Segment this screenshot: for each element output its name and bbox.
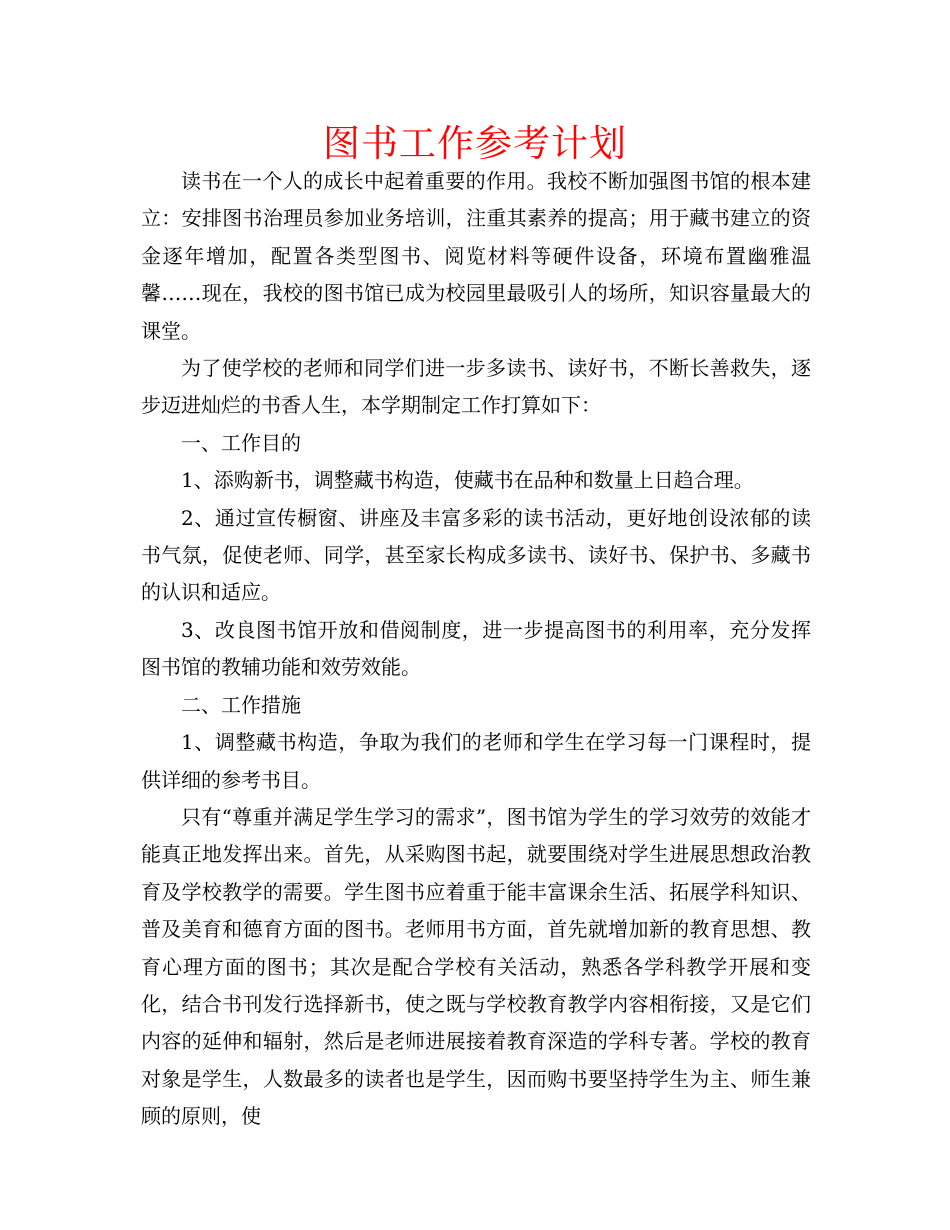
section-heading: 一、工作目的 xyxy=(181,430,301,455)
paragraph: 1、调整藏书构造，争取为我们的老师和学生在学习每一门课程时，提供详细的参考书目。 xyxy=(141,730,811,792)
paragraph: 读书在一个人的成长中起着重要的作用。我校不断加强图书馆的根本建立：安排图书治理员参加业务培训，注重其素养的提高；用于藏书建立的资金逐年增加，配置各类型图书、阅览材料等硬件设备，环境布置幽雅温馨……现在，我校的图书馆已成为校园里最吸引人的场所，知识容量最大的课堂。 xyxy=(141,169,811,343)
paragraph: 1、添购新书，调整藏书构造，使藏书在品种和数量上日趋合理。 xyxy=(181,468,754,493)
paragraph: 2、通过宣传橱窗、讲座及丰富多彩的读书活动，更好地创设浓郁的读书气氛，促使老师、同学，甚至家长构成多读书、读好书、保护书、多藏书的认识和适应。 xyxy=(141,505,811,605)
paragraph: 3、改良图书馆开放和借阅制度，进一步提高图书的利用率，充分发挥图书馆的教辅功能和效劳效能。 xyxy=(141,617,811,680)
paragraph: 为了使学校的老师和同学们进一步多读书、读好书，不断长善救失，逐步迈进灿烂的书香人生，本学期制定工作打算如下： xyxy=(141,356,811,418)
document-body xyxy=(141,163,811,1136)
section-heading: 二、工作措施 xyxy=(181,692,301,717)
document-title: 图书工作参考计划 xyxy=(323,122,627,165)
paragraph: 只有“尊重并满足学生学习的需求”，图书馆为学生的学习效劳的效能才能真正地发挥出来。首先，从采购图书起，就要围绕对学生进展思想政治教育及学校教学的需要。学生图书应着重于能丰富课余生活、拓展学科知识、普及美育和德育方面的图书。老师用书方面，首先就增加新的教育思想、教育心理方面的图书；其次是配合学校有关活动，熟悉各学科教学开展和变化，结合书刊发行选择新书，使之既与学校教育教学内容相衔接，又是它们内容的延伸和辐射，然后是老师进展接着教育深造的学科专著。学校的教育对象是学生，人数最多的读者也是学生，因而购书要坚持学生为主、师生兼顾的原则，使 xyxy=(141,804,811,1129)
